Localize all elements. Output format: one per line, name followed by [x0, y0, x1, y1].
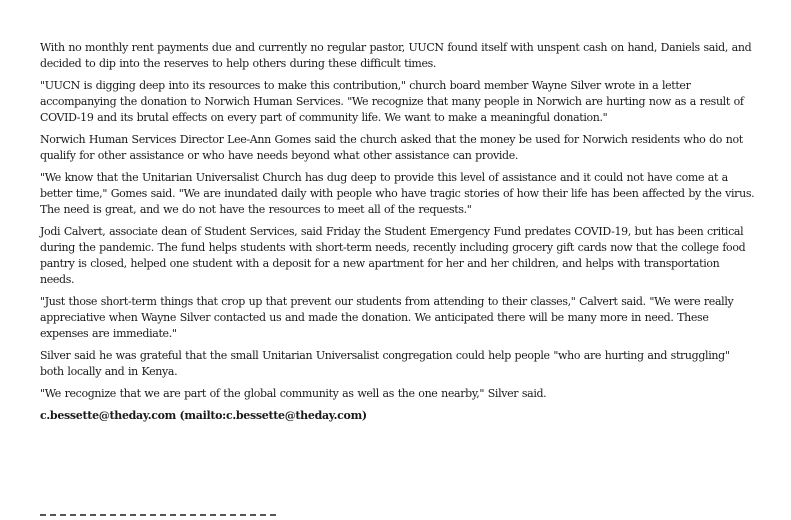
paragraph: "We recognize that we are part of the global community as well as the one nearby," Silver said. — [40, 387, 547, 400]
paragraph: With no monthly rent payments due and currently no regular pastor, UUCN found itself with unspent cash on hand, Daniels said, and decided to dip into the reserves to help others during these difficult times. — [40, 41, 752, 70]
author-mailto-link[interactable]: (mailto:c.bessette@theday.com) — [179, 409, 367, 422]
paragraph: Jodi Calvert, associate dean of Student Services, said Friday the Student Emergency Fund predates COVID-19, but has been critical during the pandemic. The fund helps students with short-term needs, recently including grocery gift cards now that the college food pantry is closed, helped one student with a deposit for a new apartment for her and her children, and helps with transportation needs. — [40, 225, 746, 286]
paragraph: Norwich Human Services Director Lee-Ann Gomes said the church asked that the money be used for Norwich residents who do not qualify for other assistance or who have needs beyond what other assistance can provide. — [40, 133, 743, 162]
article-body — [40, 40, 756, 424]
author-byline — [40, 408, 756, 424]
footer-divider — [40, 514, 276, 520]
paragraph: "UUCN is digging deep into its resources to make this contribution," church board member Wayne Silver wrote in a letter accompanying the donation to Norwich Human Services. "We recognize that many people in Norwich are hurting now as a result of COVID-19 and its brutal effects on every part of community life. We want to make a meaningful donation." — [40, 79, 744, 124]
author-email[interactable]: c.bessette@theday.com — [40, 409, 176, 422]
paragraph: "Just those short-term things that crop up that prevent our students from attending to their classes," Calvert said. "We were really appreciative when Wayne Silver contacted us and made the donation. We anticipated there will be many more in need. These expenses are immediate." — [40, 295, 734, 340]
paragraph: "We know that the Unitarian Universalist Church has dug deep to provide this level of assistance and it could not have come at a better time," Gomes said. "We are inundated daily with people who have tragic stories of how their life has been affected by the virus. The need is great, and we do not have the resources to meet all of the requests." — [40, 171, 755, 216]
paragraph: Silver said he was grateful that the small Unitarian Universalist congregation could help people "who are hurting and struggling" both locally and in Kenya. — [40, 349, 730, 378]
